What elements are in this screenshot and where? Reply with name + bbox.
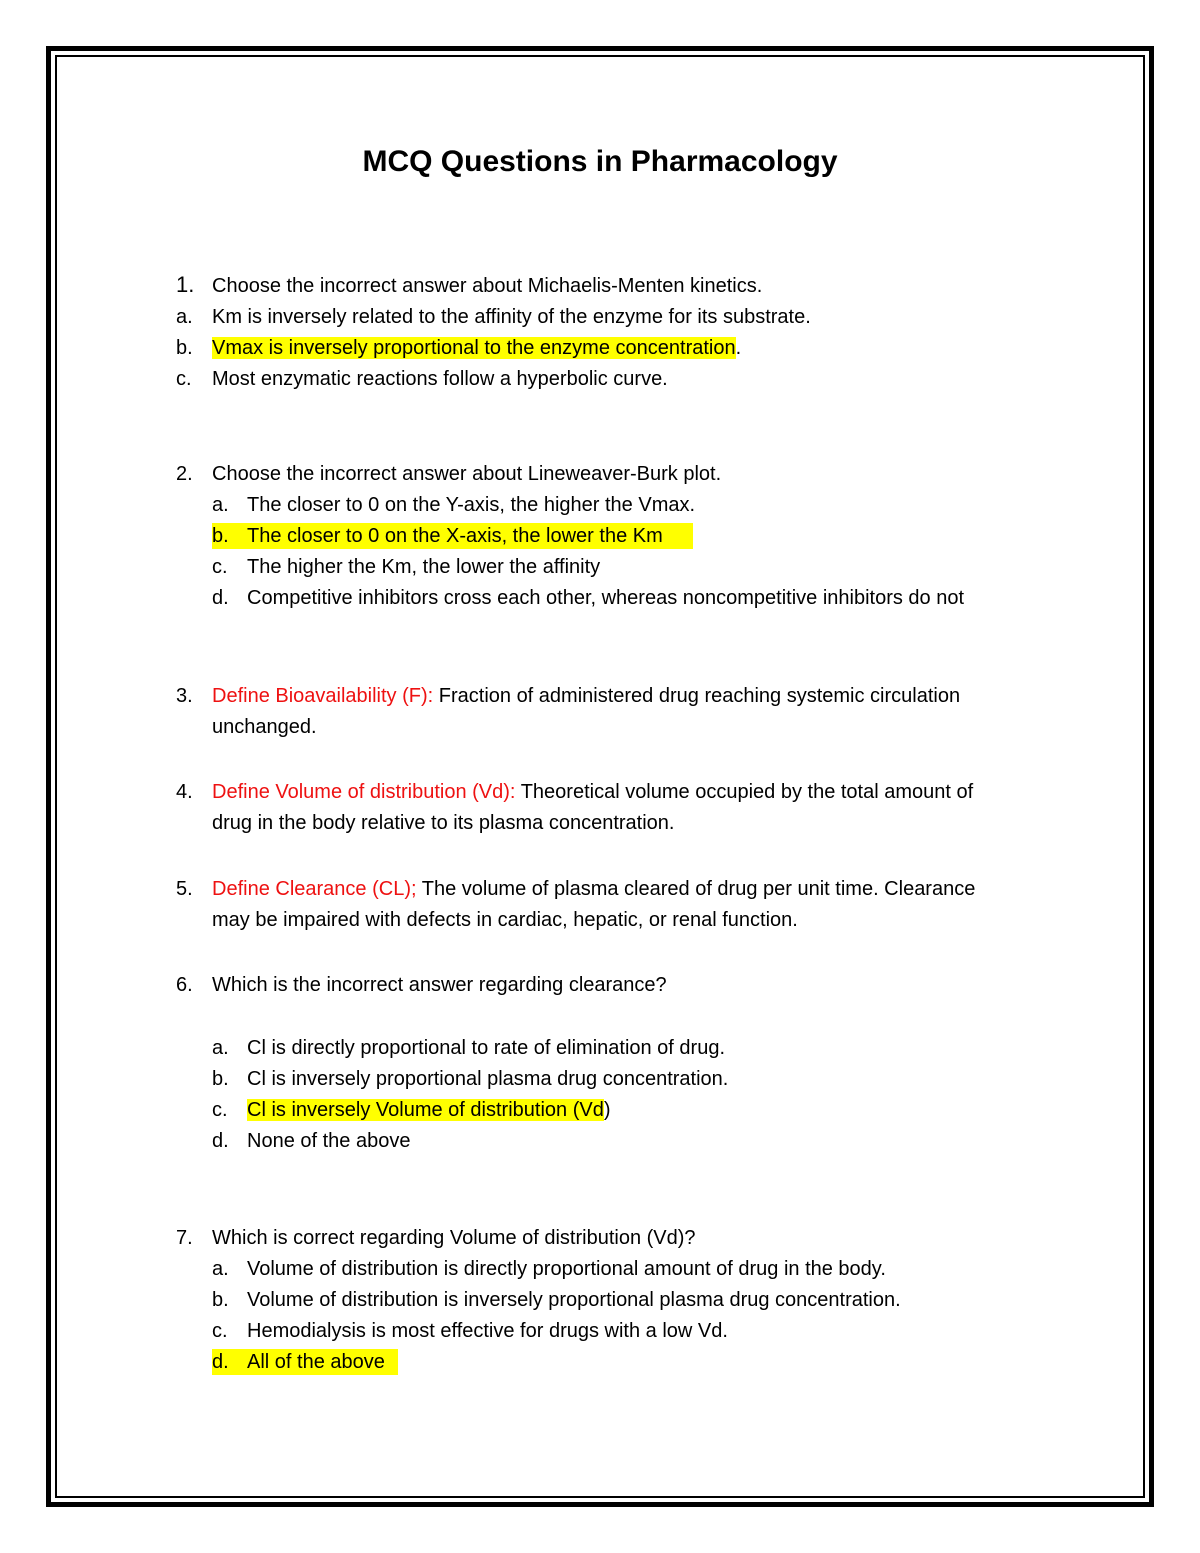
option-d: None of the above <box>247 1130 411 1152</box>
option-label: d. <box>212 1130 229 1152</box>
option-b-tail: . <box>735 337 742 359</box>
option-label: c. <box>212 556 228 578</box>
option-c-tail: ) <box>603 1099 611 1121</box>
option-label: b. <box>212 1289 229 1311</box>
option-d: Competitive inhibitors cross each other, whereas noncompetitive inhibitors do not <box>247 587 965 609</box>
question-number: 4. <box>176 781 193 803</box>
option-d-answer <box>212 1349 398 1375</box>
option-c: Hemodialysis is most effective for drugs with a low Vd. <box>247 1320 728 1342</box>
definition-term: Define Volume of distribution (Vd): <box>212 781 516 803</box>
option-label: b. <box>212 1068 229 1090</box>
question-number: 3. <box>176 685 193 707</box>
option-label: c. <box>212 1320 228 1342</box>
option-label: b. <box>212 525 229 547</box>
question-text: Choose the incorrect answer about Michaelis-Menten kinetics. <box>212 275 763 297</box>
option-b: Volume of distribution is inversely proportional plasma drug concentration. <box>247 1289 901 1311</box>
question-text: Which is correct regarding Volume of distribution (Vd)? <box>212 1227 696 1249</box>
definition-line-1 <box>212 683 960 709</box>
option-a: Cl is directly proportional to rate of elimination of drug. <box>247 1037 726 1059</box>
option-label: a. <box>212 1037 229 1059</box>
definition-line-1 <box>212 779 973 805</box>
option-label: c. <box>176 368 192 390</box>
question-number: 1. <box>176 272 195 297</box>
definition-text: Theoretical volume occupied by the total amount of <box>515 781 974 803</box>
question-text: Choose the incorrect answer about Lineweaver-Burk plot. <box>212 463 722 485</box>
option-label: c. <box>212 1099 228 1121</box>
question-number: 6. <box>176 974 193 996</box>
question-number: 7. <box>176 1227 193 1249</box>
option-b-answer <box>212 523 693 549</box>
option-label: a. <box>212 494 229 516</box>
question-number: 5. <box>176 878 193 900</box>
highlighted-answer: The closer to 0 on the X-axis, the lower the Km <box>247 525 663 547</box>
option-c-answer <box>247 1097 611 1123</box>
definition-line-2: may be impaired with defects in cardiac, hepatic, or renal function. <box>212 909 798 931</box>
option-c: The higher the Km, the lower the affinity <box>247 556 601 578</box>
definition-term: Define Clearance (CL); <box>212 878 417 900</box>
page-title: MCQ Questions in Pharmacology <box>362 145 838 178</box>
option-a: Km is inversely related to the affinity of the enzyme for its substrate. <box>212 306 811 328</box>
highlighted-answer: All of the above <box>247 1351 385 1373</box>
definition-line-1 <box>212 876 975 902</box>
question-text: Which is the incorrect answer regarding clearance? <box>212 974 667 996</box>
option-label: a. <box>212 1258 229 1280</box>
option-label: a. <box>176 306 193 328</box>
definition-term: Define Bioavailability (F): <box>212 685 434 707</box>
option-a: Volume of distribution is directly proportional amount of drug in the body. <box>247 1258 886 1280</box>
definition-text: The volume of plasma cleared of drug per unit time. Clearance <box>416 878 976 900</box>
option-label: b. <box>176 337 193 359</box>
option-label: d. <box>212 587 229 609</box>
option-b: Cl is inversely proportional plasma drug concentration. <box>247 1068 729 1090</box>
highlighted-answer: Vmax is inversely proportional to the enzyme concentration <box>212 337 736 359</box>
definition-line-2: drug in the body relative to its plasma concentration. <box>212 812 675 834</box>
option-label: d. <box>212 1351 229 1373</box>
option-b-answer <box>212 335 741 361</box>
definition-line-2: unchanged. <box>212 716 317 738</box>
option-a: The closer to 0 on the Y-axis, the higher the Vmax. <box>247 494 696 516</box>
question-number: 2. <box>176 463 193 485</box>
option-c: Most enzymatic reactions follow a hyperbolic curve. <box>212 368 668 390</box>
definition-text: Fraction of administered drug reaching systemic circulation <box>433 685 961 707</box>
highlighted-answer: Cl is inversely Volume of distribution (Vd <box>247 1099 604 1121</box>
